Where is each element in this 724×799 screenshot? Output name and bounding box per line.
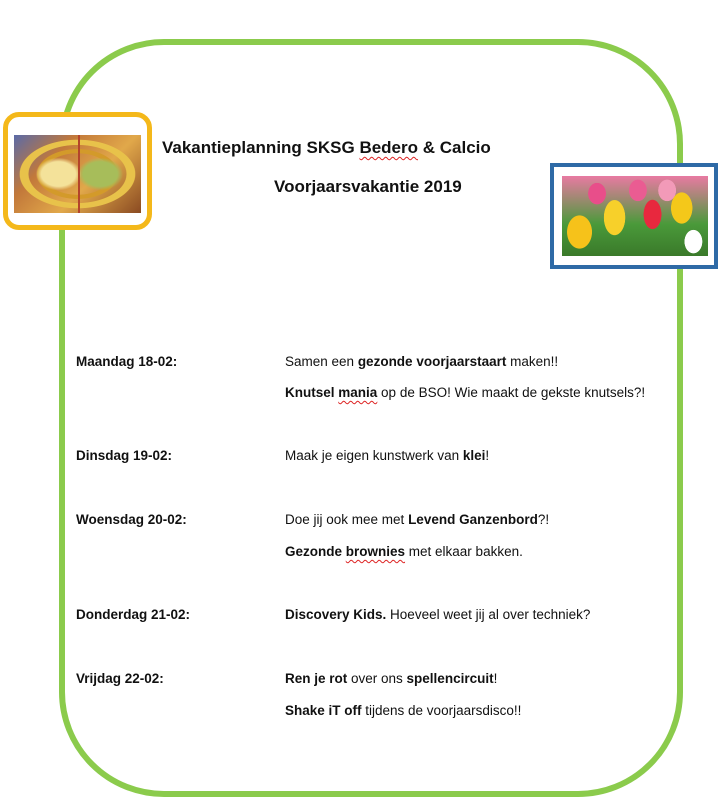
page-title (162, 138, 491, 158)
activity-text: Maak je eigen kunstwerk van (285, 448, 463, 463)
day-label-maandag: Maandag 18-02: (76, 354, 178, 369)
activity-bold-text: spellencircuit (406, 671, 494, 686)
activity-vrijdag-2 (285, 703, 521, 718)
activity-bold-text: Gezonde (285, 544, 346, 559)
activity-text: over ons (347, 671, 407, 686)
activity-text: Doe jij ook mee met (285, 512, 409, 527)
tulips-image (562, 176, 708, 256)
activity-vrijdag-1 (285, 671, 497, 686)
activity-text: Hoeveel weet jij al over techniek? (386, 607, 591, 622)
activity-bold-text: Shake iT off (285, 703, 362, 718)
activity-maandag-1 (285, 354, 558, 369)
activity-text: maken!! (506, 354, 559, 369)
activity-bold-text: gezonde voorjaarstaart (357, 354, 507, 369)
activity-text: Samen een (285, 354, 358, 369)
activity-misspelled-word: brownies (345, 544, 406, 559)
activity-woensdag-1 (285, 512, 549, 527)
activity-dinsdag-1 (285, 448, 489, 463)
activity-bold-text: klei (462, 448, 486, 463)
activity-text: op de BSO! Wie maakt de gekste knutsels?! (377, 385, 646, 400)
activity-bold-text: Levend Ganzenbord (408, 512, 538, 527)
title-text-end: & Calcio (418, 138, 491, 157)
day-label-dinsdag: Dinsdag 19-02: (76, 448, 173, 463)
board-game-image (14, 135, 141, 213)
activity-woensdag-2 (285, 544, 523, 559)
activity-bold-text: Ren je rot (285, 671, 348, 686)
activity-bold-text: Discovery Kids. (285, 607, 387, 622)
title-misspelled-word: Bedero (359, 138, 419, 157)
activity-text: met elkaar bakken. (405, 544, 523, 559)
page-subtitle: Voorjaarsvakantie 2019 (274, 177, 462, 196)
activity-text: ! (493, 671, 498, 686)
activity-text: ! (485, 448, 490, 463)
activity-maandag-2 (285, 385, 645, 400)
activity-text: tijdens de voorjaarsdisco!! (361, 703, 522, 718)
title-text: Vakantieplanning SKSG (162, 138, 360, 157)
activity-text: ?! (537, 512, 550, 527)
day-label-donderdag: Donderdag 21-02: (76, 607, 191, 622)
activity-misspelled-word: mania (338, 385, 378, 400)
board-game-image-frame (3, 112, 152, 230)
activity-bold-text: Knutsel (285, 385, 339, 400)
day-label-vrijdag: Vrijdag 22-02: (76, 671, 164, 686)
tulips-image-frame (550, 163, 718, 269)
day-label-woensdag: Woensdag 20-02: (76, 512, 187, 527)
activity-donderdag-1 (285, 607, 590, 622)
